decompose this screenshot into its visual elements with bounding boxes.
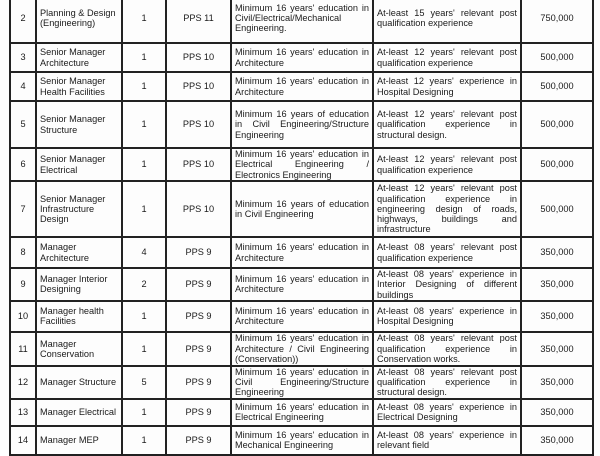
number-of-posts: 1 — [141, 159, 147, 170]
experience-requirement: At-least 08 years' relevant post qualification experience — [377, 242, 517, 263]
post-name: Senior Manager Electrical — [40, 154, 106, 175]
experience-cell — [373, 399, 521, 426]
salary-cell — [521, 101, 593, 148]
serial-number-cell — [10, 366, 36, 399]
experience-requirement: At-least 12 years' relevant post qualification experience in structural design. — [377, 109, 517, 140]
serial-number: 12 — [17, 377, 29, 388]
pay-scale-cell — [166, 268, 231, 301]
post-name-cell — [36, 43, 122, 72]
education-cell — [231, 426, 373, 455]
serial-number: 13 — [17, 407, 29, 418]
post-name-cell — [36, 399, 122, 426]
table-row — [10, 101, 593, 148]
experience-cell — [373, 237, 521, 268]
table-row — [10, 301, 593, 332]
serial-number: 14 — [17, 435, 29, 446]
post-name: Senior Manager Structure — [40, 114, 106, 135]
experience-requirement: At-least 08 years' experience in Electrical Designing — [377, 401, 517, 423]
education-cell — [231, 399, 373, 426]
education-requirement: Minimum 16 years' education in Electrical Engineering — [235, 401, 369, 423]
serial-number: 7 — [20, 203, 26, 214]
experience-cell — [373, 181, 521, 237]
salary: 350,000 — [540, 279, 574, 290]
serial-number-cell — [10, 72, 36, 101]
experience-requirement: At-least 12 years' relevant post qualification experience — [377, 154, 517, 175]
experience-requirement: At-least 08 years' experience in Interior Designing of different buildings — [377, 269, 517, 300]
education-cell — [231, 101, 373, 148]
pay-scale: PPS 10 — [182, 203, 215, 214]
education-cell — [231, 237, 373, 268]
number-of-posts: 1 — [141, 52, 147, 63]
serial-number-cell — [10, 148, 36, 181]
salary: 350,000 — [540, 247, 574, 258]
serial-number-cell — [10, 332, 36, 366]
post-name-cell — [36, 72, 122, 101]
pay-scale-cell — [166, 0, 231, 43]
serial-number-cell — [10, 0, 36, 43]
salary: 500,000 — [540, 119, 574, 130]
education-cell — [231, 0, 373, 43]
pay-scale: PPS 9 — [185, 343, 212, 354]
education-requirement: Minimum 16 years' education in Architecture — [235, 76, 369, 97]
post-name: Manager Structure — [40, 377, 117, 388]
salary: 500,000 — [540, 203, 574, 214]
experience-requirement: At-least 12 years' experience in Hospital Designing — [377, 76, 517, 97]
serial-number-cell — [10, 43, 36, 72]
pay-scale-cell — [166, 301, 231, 332]
number-of-posts-cell — [122, 148, 166, 181]
number-of-posts: 1 — [141, 343, 147, 354]
salary-cell — [521, 332, 593, 366]
experience-requirement: At-least 12 years' relevant post qualification experience in engineering design of roads, highways, buildings and infrastructure — [377, 183, 517, 235]
post-name: Manager Conservation — [40, 338, 95, 359]
salary: 350,000 — [540, 435, 574, 446]
number-of-posts-cell — [122, 426, 166, 455]
salary-cell — [521, 301, 593, 332]
serial-number-cell — [10, 237, 36, 268]
table-row — [10, 332, 593, 366]
experience-cell — [373, 148, 521, 181]
pay-scale: PPS 9 — [185, 279, 212, 290]
education-cell — [231, 366, 373, 399]
salary-cell — [521, 268, 593, 301]
experience-requirement: At-least 08 years' relevant post qualification experience in structural design. — [377, 366, 517, 398]
salary: 350,000 — [540, 377, 574, 388]
table-row — [10, 0, 593, 43]
serial-number: 4 — [20, 81, 26, 92]
table-row — [10, 366, 593, 399]
salary-cell — [521, 426, 593, 455]
job-positions-table — [9, 0, 594, 456]
education-requirement: Minimum 16 years' education in Architecture — [235, 306, 369, 327]
post-name: Manager Electrical — [40, 407, 117, 418]
number-of-posts-cell — [122, 101, 166, 148]
pay-scale: PPS 11 — [183, 12, 214, 23]
experience-cell — [373, 72, 521, 101]
serial-number-cell — [10, 268, 36, 301]
table-body — [10, 0, 593, 455]
post-name-cell — [36, 0, 122, 43]
experience-requirement: At-least 08 years' relevant post qualification experience in Conservation works. — [377, 333, 517, 365]
pay-scale: PPS 9 — [185, 311, 212, 322]
education-cell — [231, 43, 373, 72]
salary: 500,000 — [540, 52, 574, 63]
number-of-posts-cell — [122, 181, 166, 237]
table-row — [10, 72, 593, 101]
table-row — [10, 148, 593, 181]
pay-scale: PPS 9 — [185, 407, 212, 418]
serial-number: 8 — [20, 247, 26, 258]
post-name: Senior Manager Architecture — [40, 47, 106, 68]
experience-cell — [373, 426, 521, 455]
experience-cell — [373, 366, 521, 399]
number-of-posts-cell — [122, 43, 166, 72]
salary-cell — [521, 237, 593, 268]
post-name: Manager Architecture — [40, 242, 90, 263]
education-requirement: Minimum 16 years' education in Mechanical Engineering — [235, 429, 369, 451]
pay-scale-cell — [166, 43, 231, 72]
education-requirement: Minimum 16 years' education in Architecture — [235, 274, 369, 295]
post-name-cell — [36, 237, 122, 268]
post-name-cell — [36, 101, 122, 148]
number-of-posts: 1 — [141, 311, 147, 322]
pay-scale: PPS 10 — [182, 119, 215, 130]
serial-number-cell — [10, 101, 36, 148]
post-name: Manager health Facilities — [40, 306, 104, 327]
salary: 500,000 — [540, 81, 574, 92]
education-cell — [231, 148, 373, 181]
experience-cell — [373, 332, 521, 366]
salary: 500,000 — [540, 159, 574, 170]
salary-cell — [521, 72, 593, 101]
experience-requirement: At-least 08 years' experience in Hospital Designing — [377, 306, 517, 327]
number-of-posts-cell — [122, 301, 166, 332]
pay-scale-cell — [166, 366, 231, 399]
table-row — [10, 268, 593, 301]
number-of-posts: 2 — [141, 279, 147, 290]
number-of-posts: 5 — [141, 377, 147, 388]
pay-scale-cell — [166, 237, 231, 268]
education-requirement: Minimum 16 years of education in Civil Engineering — [235, 198, 369, 219]
number-of-posts: 1 — [141, 203, 147, 214]
education-cell — [231, 332, 373, 366]
post-name-cell — [36, 426, 122, 455]
experience-cell — [373, 301, 521, 332]
serial-number: 10 — [17, 311, 29, 322]
table-row — [10, 426, 593, 455]
table-row — [10, 181, 593, 237]
salary: 350,000 — [540, 343, 574, 354]
salary-cell — [521, 0, 593, 43]
serial-number-cell — [10, 426, 36, 455]
post-name-cell — [36, 181, 122, 237]
pay-scale-cell — [166, 399, 231, 426]
post-name-cell — [36, 366, 122, 399]
pay-scale: PPS 9 — [185, 247, 212, 258]
pay-scale: PPS 9 — [185, 377, 212, 388]
education-requirement: Minimum 16 years' education in Civil/Electrical/Mechanical Engineering. — [235, 2, 369, 34]
pay-scale-cell — [166, 426, 231, 455]
serial-number: 5 — [20, 119, 26, 130]
pay-scale: PPS 10 — [182, 52, 215, 63]
education-requirement: Minimum 16 years' education in Architecture / Civil Engineering (Conservation)) — [235, 333, 369, 365]
serial-number-cell — [10, 399, 36, 426]
pay-scale-cell — [166, 332, 231, 366]
post-name-cell — [36, 301, 122, 332]
salary-cell — [521, 43, 593, 72]
experience-cell — [373, 43, 521, 72]
number-of-posts-cell — [122, 237, 166, 268]
salary: 350,000 — [540, 311, 574, 322]
number-of-posts-cell — [122, 268, 166, 301]
education-cell — [231, 72, 373, 101]
number-of-posts-cell — [122, 366, 166, 399]
pay-scale-cell — [166, 181, 231, 237]
number-of-posts-cell — [122, 399, 166, 426]
number-of-posts-cell — [122, 332, 166, 366]
number-of-posts: 1 — [141, 119, 147, 130]
pay-scale-cell — [166, 148, 231, 181]
post-name-cell — [36, 148, 122, 181]
serial-number: 3 — [20, 52, 26, 63]
table-row — [10, 43, 593, 72]
post-name-cell — [36, 268, 122, 301]
table-row — [10, 399, 593, 426]
pay-scale-cell — [166, 72, 231, 101]
number-of-posts: 4 — [141, 247, 147, 258]
experience-requirement: At-least 12 years' relevant post qualification experience — [377, 47, 517, 68]
salary-cell — [521, 366, 593, 399]
experience-cell — [373, 101, 521, 148]
education-requirement: Minimum 16 years' education in Electrical Engineering / Electronics Engineering — [235, 149, 369, 180]
serial-number-cell — [10, 181, 36, 237]
pay-scale: PPS 9 — [185, 435, 212, 446]
experience-requirement: At-least 15 years' relevant post qualification experience — [377, 7, 517, 28]
education-requirement: Minimum 16 years' education in Architecture — [235, 47, 369, 68]
number-of-posts: 1 — [141, 81, 147, 92]
experience-requirement: At-least 08 years' experience in relevant field — [377, 429, 517, 451]
pay-scale: PPS 10 — [182, 81, 215, 92]
education-cell — [231, 301, 373, 332]
pay-scale-cell — [166, 101, 231, 148]
number-of-posts: 1 — [141, 407, 147, 418]
post-name: Manager Interior Designing — [40, 274, 108, 295]
education-requirement: Minimum 16 years' education in Civil Engineering/Structure Engineering — [235, 366, 369, 398]
number-of-posts: 1 — [141, 12, 147, 23]
number-of-posts-cell — [122, 72, 166, 101]
table-row — [10, 237, 593, 268]
education-cell — [231, 268, 373, 301]
salary: 350,000 — [540, 407, 574, 418]
post-name: Manager MEP — [40, 435, 99, 446]
experience-cell — [373, 268, 521, 301]
post-name-cell — [36, 332, 122, 366]
serial-number: 9 — [20, 279, 26, 290]
post-name: Senior Manager Infrastructure Design — [40, 193, 106, 225]
serial-number-cell — [10, 301, 36, 332]
post-name: Senior Manager Health Facilities — [40, 76, 106, 97]
serial-number: 11 — [18, 343, 28, 354]
number-of-posts: 1 — [141, 435, 147, 446]
serial-number: 6 — [20, 159, 26, 170]
salary-cell — [521, 148, 593, 181]
education-cell — [231, 181, 373, 237]
salary-cell — [521, 399, 593, 426]
number-of-posts-cell — [122, 0, 166, 43]
education-requirement: Minimum 16 years' education in Architecture — [235, 242, 369, 263]
pay-scale: PPS 10 — [182, 159, 215, 170]
experience-cell — [373, 0, 521, 43]
post-name: Planning & Design (Engineering) — [40, 7, 116, 28]
salary: 750,000 — [540, 12, 574, 23]
serial-number: 2 — [20, 12, 26, 23]
education-requirement: Minimum 16 years of education in Civil Engineering/Structure Engineering — [235, 109, 369, 140]
salary-cell — [521, 181, 593, 237]
